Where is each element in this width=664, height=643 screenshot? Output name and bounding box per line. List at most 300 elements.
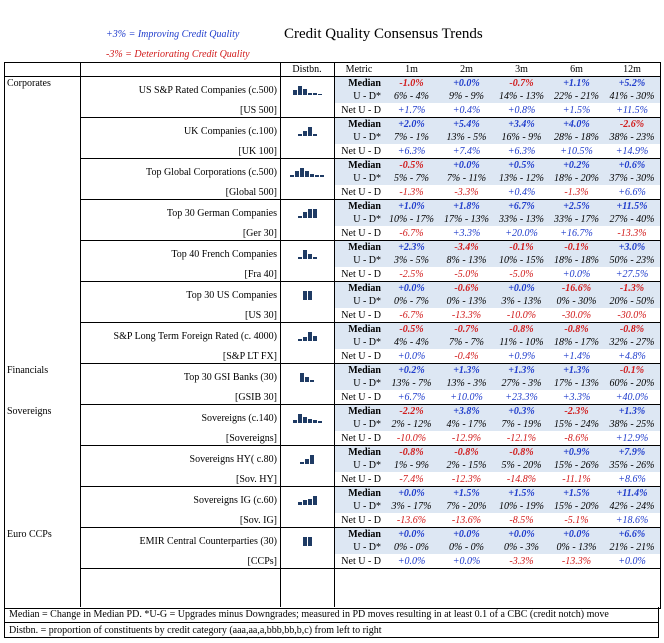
value-cell: +0.9% [494,350,549,364]
value-cell: -7.4% [384,473,439,487]
metric-label: Median [334,487,384,501]
value-cell: +1.3% [494,364,549,378]
distribution-chart [298,495,317,505]
metric-label: U - D* [334,336,384,350]
group-name: S&P Long Term Foreign Rated (c. 4000) [113,330,277,342]
value-cell: +0.0% [439,555,494,569]
value-cell: -0.8% [494,446,549,460]
distribution-bar [308,127,312,136]
value-cell: 18% - 17% [549,336,604,350]
group-name: Sovereigns IG (c.60) [193,494,277,506]
value-cell: 2% - 12% [384,418,439,432]
value-cell: +0.6% [604,159,660,173]
value-cell: +0.0% [384,487,439,501]
distribution-bar [308,93,312,95]
value-cell: -10.0% [384,432,439,446]
value-cell: -2.6% [604,118,660,132]
distribution-bar [300,373,304,382]
value-cell: 35% - 26% [604,459,660,473]
value-cell: -0.8% [384,446,439,460]
distribution-blank [280,555,334,569]
group-code: [US 500] [80,104,280,118]
value-cell: -12.9% [439,432,494,446]
value-cell: +0.0% [549,528,604,542]
value-cell: -0.8% [439,446,494,460]
value-cell: 17% - 13% [549,377,604,391]
distribution-blank [280,145,334,159]
distribution-blank [280,268,334,282]
distribution-bar [303,131,307,136]
distribution-chart [290,167,324,177]
value-cell: -3.4% [439,241,494,255]
metric-label: Net U - D [334,104,384,118]
value-cell: -0.1% [494,241,549,255]
value-cell: +10.0% [439,391,494,405]
value-cell: 0% - 3% [494,541,549,555]
distribution-bar [298,134,302,136]
value-cell: -13.6% [439,514,494,528]
value-cell: 10% - 19% [494,500,549,514]
value-cell: +6.7% [384,391,439,405]
value-cell: +1.0% [384,200,439,214]
value-cell: +23.3% [494,391,549,405]
table-row [4,77,660,91]
value-cell: 7% - 7% [439,336,494,350]
header-metric: Metric [334,62,384,77]
value-cell: +0.2% [549,159,604,173]
distribution-bar [318,94,322,95]
table-row [4,514,660,528]
value-cell: 17% - 13% [439,213,494,227]
value-cell: +0.0% [439,77,494,91]
value-cell: 37% - 30% [604,172,660,186]
value-cell: 11% - 10% [494,336,549,350]
value-cell: +11.4% [604,487,660,501]
distribution-bar [303,500,307,505]
table-row [4,473,660,487]
distribution-bar [313,496,317,505]
value-cell: +11.5% [604,104,660,118]
value-cell: 32% - 27% [604,336,660,350]
value-cell: 41% - 30% [604,90,660,104]
distribution-chart [300,454,314,464]
value-cell: 18% - 20% [549,172,604,186]
value-cell: -0.5% [384,159,439,173]
value-cell: +1.1% [549,77,604,91]
value-cell: -0.1% [604,364,660,378]
distribution-chart [298,249,317,259]
value-cell: +0.4% [439,104,494,118]
value-cell: +18.6% [604,514,660,528]
table-row [4,309,660,323]
table-row [4,104,660,118]
value-cell: +0.0% [549,268,604,282]
value-cell: 13% - 7% [384,377,439,391]
value-cell: +0.0% [384,350,439,364]
distribution-bar [308,537,312,546]
value-cell: -13.3% [439,309,494,323]
value-cell: 33% - 17% [549,213,604,227]
group-code: [Sov. IG] [80,514,280,528]
distribution-bar [308,419,312,423]
value-cell: 1% - 9% [384,459,439,473]
distribution-blank [280,186,334,200]
value-cell: +0.5% [494,159,549,173]
value-cell: +0.3% [494,405,549,419]
group-name: Sovereigns (c.140) [201,412,277,424]
footnote-median: Median = Change in Median PD. *U-G = Upgrades minus Downgrades; measured in PD moves resulting in at least 0.1 of a CBC (credit notch) move [4,607,659,623]
category-label: Euro CCPs [4,528,80,569]
distribution-bars [280,364,334,391]
group-code: [US 30] [80,309,280,323]
distribution-bar [303,537,307,546]
distribution-bar [308,499,312,505]
distribution-bar [298,216,302,218]
value-cell: 38% - 25% [604,418,660,432]
value-cell: +0.0% [494,528,549,542]
metric-label: Median [334,159,384,173]
distribution-bars [280,282,334,309]
value-cell: -1.3% [384,186,439,200]
value-cell: 3% - 5% [384,254,439,268]
value-cell: +1.5% [439,487,494,501]
distribution-blank [280,473,334,487]
value-cell: +1.5% [549,487,604,501]
value-cell: 0% - 0% [439,541,494,555]
group-name: US S&P Rated Companies (c.500) [138,84,277,96]
metric-label: U - D* [334,295,384,309]
distribution-bar [308,254,312,259]
group-name: EMIR Central Counterparties (30) [139,535,277,547]
legend-deteriorating: -3% = Deteriorating Credit Quality [106,49,250,60]
value-cell: +4.8% [604,350,660,364]
value-cell: -8.6% [549,432,604,446]
value-cell: -0.8% [549,323,604,337]
value-cell: -14.8% [494,473,549,487]
value-cell: 20% - 50% [604,295,660,309]
value-cell: 13% - 3% [439,377,494,391]
value-cell: -30.0% [549,309,604,323]
table-row [4,405,660,419]
value-cell: +10.5% [549,145,604,159]
metric-label: U - D* [334,418,384,432]
metric-label: Median [334,241,384,255]
distribution-bar [310,455,314,464]
table-row [4,186,660,200]
value-cell: +27.5% [604,268,660,282]
value-cell: +6.6% [604,528,660,542]
distribution-bar [315,175,319,177]
distribution-bar [313,420,317,423]
value-cell: +0.9% [549,446,604,460]
table-row [4,555,660,569]
table-row [4,268,660,282]
table-row [4,432,660,446]
value-cell: -8.5% [494,514,549,528]
value-cell: 0% - 7% [384,295,439,309]
value-cell: 21% - 21% [604,541,660,555]
distribution-bars [280,200,334,227]
header-period-6m: 6m [549,62,604,77]
value-cell: 3% - 17% [384,500,439,514]
value-cell: -0.1% [549,241,604,255]
value-cell: 28% - 18% [549,131,604,145]
header-distn: Distbn. [280,62,334,77]
value-cell: +0.0% [384,282,439,296]
distribution-bar [290,175,294,177]
value-cell: 4% - 17% [439,418,494,432]
distribution-bar [305,377,309,382]
value-cell: 0% - 13% [549,541,604,555]
distribution-bars [280,446,334,473]
value-cell: +7.4% [439,145,494,159]
value-cell: +2.5% [549,200,604,214]
distribution-bar [298,502,302,505]
value-cell: -12.1% [494,432,549,446]
distribution-blank [280,350,334,364]
header-row [4,62,660,77]
value-cell: 16% - 9% [494,131,549,145]
value-cell: +5.4% [439,118,494,132]
value-cell: 15% - 20% [549,500,604,514]
distribution-chart [298,126,317,136]
value-cell: +2.0% [384,118,439,132]
value-cell: -11.1% [549,473,604,487]
metric-label: Median [334,446,384,460]
metric-label: Net U - D [334,432,384,446]
table-row [4,391,660,405]
value-cell: 50% - 23% [604,254,660,268]
metric-label: Median [334,405,384,419]
value-cell: +0.4% [494,186,549,200]
header-period-2m: 2m [439,62,494,77]
metric-label: U - D* [334,172,384,186]
value-cell: +0.0% [439,159,494,173]
group-code: [CCPs] [80,555,280,569]
metric-label: U - D* [334,90,384,104]
distribution-bar [308,209,312,218]
value-cell: -13.3% [604,227,660,241]
table-row [4,282,660,296]
value-cell: -5.0% [439,268,494,282]
header-period-1m: 1m [384,62,439,77]
table-row [4,487,660,501]
distribution-bar [298,339,302,341]
value-cell: +3.4% [494,118,549,132]
value-cell: +3.3% [439,227,494,241]
header-period-3m: 3m [494,62,549,77]
header-period-12m: 12m [604,62,660,77]
value-cell: -0.5% [384,323,439,337]
value-cell: 27% - 40% [604,213,660,227]
metric-label: Median [334,528,384,542]
value-cell: -2.5% [384,268,439,282]
distribution-bars [280,241,334,268]
distribution-chart [298,208,317,218]
value-cell: +12.9% [604,432,660,446]
distribution-bar [300,168,304,177]
value-cell: +4.0% [549,118,604,132]
distribution-bar [310,380,314,382]
value-cell: 14% - 13% [494,90,549,104]
distribution-bar [318,421,322,423]
value-cell: +1.3% [549,364,604,378]
credit-table [4,62,660,569]
value-cell: -1.3% [549,186,604,200]
value-cell: -0.7% [439,323,494,337]
category-label: Financials [4,364,80,405]
metric-label: Median [334,364,384,378]
value-cell: +1.3% [439,364,494,378]
value-cell: -13.6% [384,514,439,528]
metric-label: Median [334,118,384,132]
group-name: Top 30 GSI Banks (30) [183,371,277,383]
table-row [4,364,660,378]
table-row [4,159,660,173]
value-cell: -3.3% [494,555,549,569]
group-name: Top 40 French Companies [171,248,277,260]
value-cell: +3.3% [549,391,604,405]
group-name: Sovereigns HY( c.80) [189,453,277,465]
value-cell: -0.6% [439,282,494,296]
distribution-bars [280,159,334,186]
group-name: Top 30 US Companies [186,289,277,301]
distribution-bar [298,86,302,95]
group-name: Top 30 German Companies [166,207,277,219]
value-cell: -5.1% [549,514,604,528]
value-cell: 15% - 24% [549,418,604,432]
value-cell: 3% - 13% [494,295,549,309]
distribution-bar [303,212,307,218]
value-cell: 15% - 26% [549,459,604,473]
legend-improving: +3% = Improving Credit Quality [106,29,240,40]
value-cell: -1.3% [604,282,660,296]
metric-label: U - D* [334,377,384,391]
group-code: [GSIB 30] [80,391,280,405]
value-cell: +3.0% [604,241,660,255]
distribution-bar [308,291,312,300]
distribution-bar [305,459,309,464]
metric-label: Median [334,323,384,337]
value-cell: +6.3% [384,145,439,159]
category-label: Corporates [4,77,80,364]
metric-label: Net U - D [334,145,384,159]
value-cell: 18% - 18% [549,254,604,268]
table-row [4,350,660,364]
table-row [4,200,660,214]
distribution-bars [280,77,334,104]
value-cell: 10% - 17% [384,213,439,227]
distribution-bars [280,487,334,514]
distribution-chart [300,372,314,382]
table-row [4,118,660,132]
metric-label: Net U - D [334,186,384,200]
value-cell: +11.5% [604,200,660,214]
value-cell: -2.3% [549,405,604,419]
value-cell: -2.2% [384,405,439,419]
value-cell: 60% - 20% [604,377,660,391]
metric-label: U - D* [334,541,384,555]
metric-label: Net U - D [334,350,384,364]
value-cell: -0.4% [439,350,494,364]
group-code: [UK 100] [80,145,280,159]
metric-label: Net U - D [334,227,384,241]
value-cell: 8% - 13% [439,254,494,268]
distribution-bar [308,332,312,341]
metric-label: Net U - D [334,473,384,487]
distribution-bar [295,171,299,177]
value-cell: +40.0% [604,391,660,405]
group-code: [Ger 30] [80,227,280,241]
value-cell: +1.5% [549,104,604,118]
value-cell: 7% - 20% [439,500,494,514]
value-cell: -0.8% [494,323,549,337]
value-cell: -13.3% [549,555,604,569]
value-cell: 0% - 13% [439,295,494,309]
value-cell: 38% - 23% [604,131,660,145]
value-cell: +1.7% [384,104,439,118]
value-cell: -0.8% [604,323,660,337]
metric-label: Net U - D [334,555,384,569]
value-cell: -30.0% [604,309,660,323]
value-cell: +20.0% [494,227,549,241]
group-name: UK Companies (c.100) [183,125,277,137]
distribution-chart [298,331,317,341]
value-cell: 22% - 21% [549,90,604,104]
distribution-bars [280,118,334,145]
distribution-bar [300,462,304,464]
value-cell: 42% - 24% [604,500,660,514]
distribution-bar [303,291,307,300]
value-cell: 33% - 13% [494,213,549,227]
footnote-distn: Distbn. = proportion of constituents by credit category (aaa,aa,a,bbb,bb,b,c) from left to right [4,623,659,638]
value-cell: 7% - 19% [494,418,549,432]
value-cell: -5.0% [494,268,549,282]
metric-label: U - D* [334,213,384,227]
category-label: Sovereigns [4,405,80,528]
value-cell: 7% - 1% [384,131,439,145]
metric-label: Net U - D [334,309,384,323]
distribution-chart [293,85,322,95]
value-cell: 5% - 7% [384,172,439,186]
value-cell: +2.3% [384,241,439,255]
table-row [4,528,660,542]
distribution-bar [310,174,314,177]
value-cell: +0.0% [439,528,494,542]
distribution-blank [280,309,334,323]
metric-label: Net U - D [334,268,384,282]
value-cell: +3.8% [439,405,494,419]
metric-label: Net U - D [334,514,384,528]
distribution-blank [280,432,334,446]
metric-label: U - D* [334,131,384,145]
distribution-blank [280,104,334,118]
distribution-bar [313,257,317,259]
table-row [4,145,660,159]
distribution-bar [313,336,317,341]
distribution-bars [280,405,334,432]
distribution-chart [293,413,322,423]
value-cell: +1.4% [549,350,604,364]
value-cell: +16.7% [549,227,604,241]
value-cell: 0% - 30% [549,295,604,309]
value-cell: -12.3% [439,473,494,487]
distribution-bar [293,420,297,423]
value-cell: +1.8% [439,200,494,214]
metric-label: U - D* [334,254,384,268]
distribution-chart [303,290,312,300]
page [4,2,660,638]
